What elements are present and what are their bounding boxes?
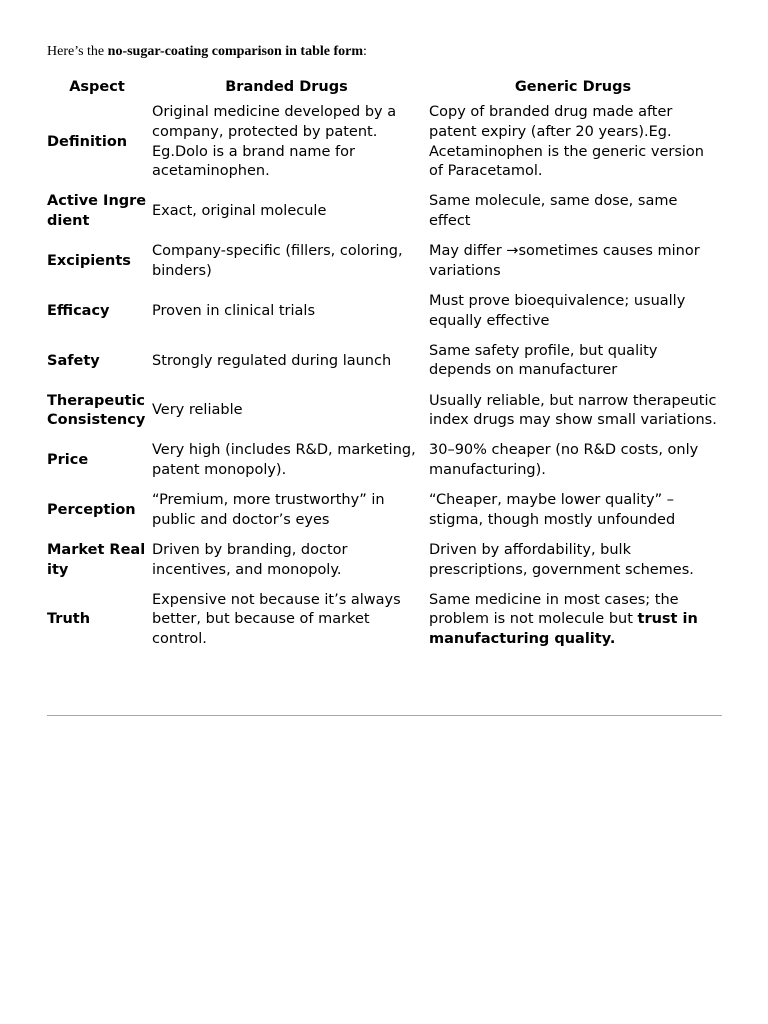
- generic-cell: [426, 536, 722, 586]
- comparison-table: [47, 77, 722, 655]
- aspect-cell: Perception: [47, 501, 136, 518]
- generic-text: Copy of branded drug made after patent expiry (after 20 years).Eg. Acetaminophen is the generic version of Paracetamol.: [429, 104, 704, 180]
- intro-suffix: :: [363, 44, 367, 59]
- aspect-cell: Excipients: [47, 253, 131, 269]
- branded-cell: Company-specific (fillers, coloring, binders): [152, 243, 403, 279]
- branded-cell: Proven in clinical trials: [152, 302, 316, 319]
- branded-cell: Very reliable: [152, 402, 243, 419]
- table-row: [47, 386, 722, 436]
- generic-cell: [426, 337, 722, 387]
- aspect-cell: Definition: [47, 133, 128, 150]
- table-row: [47, 486, 722, 536]
- generic-text: May differ →sometimes causes minor variations: [429, 243, 700, 279]
- aspect-cell: Market Reality: [47, 541, 146, 578]
- intro-text: [47, 42, 367, 62]
- aspect-cell: Active Ingredient: [47, 193, 147, 230]
- generic-bold-text: trust in manufacturing quality.: [429, 611, 698, 648]
- branded-cell: Exact, original molecule: [152, 203, 327, 220]
- generic-text: Same molecule, same dose, same effect: [429, 193, 678, 230]
- generic-cell: [426, 436, 722, 486]
- branded-cell: Original medicine developed by a company, protected by patent. Eg.Dolo is a brand name for acetaminophen.: [152, 104, 397, 180]
- aspect-cell: Efficacy: [47, 302, 110, 319]
- header-row: [47, 77, 722, 98]
- generic-cell: [426, 486, 722, 536]
- generic-text: Usually reliable, but narrow therapeutic index drugs may show small variations.: [429, 392, 717, 429]
- header-aspect: Aspect: [69, 78, 125, 95]
- generic-text: Driven by affordability, bulk prescriptions, government schemes.: [429, 541, 694, 578]
- table-row: [47, 337, 722, 387]
- generic-cell: [426, 585, 722, 654]
- branded-cell: Driven by branding, doctor incentives, and monopoly.: [152, 541, 348, 578]
- table-header: [47, 77, 722, 98]
- table-row: [47, 436, 722, 486]
- table-body: [47, 98, 722, 655]
- header-generic: Generic Drugs: [514, 78, 632, 95]
- generic-cell: [426, 237, 722, 287]
- branded-cell: Very high (includes R&D, marketing, patent monopoly).: [152, 442, 416, 478]
- table-row: [47, 98, 722, 187]
- table-row: [47, 187, 722, 237]
- branded-cell: “Premium, more trustworthy” in public and doctor’s eyes: [152, 492, 385, 528]
- generic-cell: [426, 98, 722, 187]
- aspect-cell: Truth: [47, 611, 91, 628]
- generic-text: Same medicine in most cases; the problem is not molecule but: [429, 591, 679, 628]
- generic-text: Must prove bioequivalence; usually equally effective: [429, 292, 686, 329]
- branded-cell: Expensive not because it’s always better, but because of market control.: [152, 591, 401, 648]
- generic-cell: [426, 287, 722, 337]
- aspect-cell: Price: [47, 452, 89, 469]
- horizontal-rule: [47, 715, 722, 716]
- table-row: [47, 287, 722, 337]
- aspect-cell: Safety: [47, 352, 100, 369]
- table-row: [47, 536, 722, 586]
- table-row: [47, 237, 722, 287]
- generic-cell: [426, 386, 722, 436]
- intro-prefix: Here’s the: [47, 44, 108, 59]
- generic-text: 30–90% cheaper (no R&D costs, only manufacturing).: [429, 442, 699, 478]
- branded-cell: Strongly regulated during launch: [152, 352, 392, 369]
- intro-bold: no-sugar-coating comparison in table form: [107, 44, 364, 59]
- generic-text: Same safety profile, but quality depends on manufacturer: [429, 342, 658, 379]
- aspect-cell: Therapeutic Consistency: [47, 392, 146, 429]
- generic-text: “Cheaper, maybe lower quality” – stigma, though mostly unfounded: [429, 492, 676, 528]
- generic-cell: [426, 187, 722, 237]
- table-row: [47, 585, 722, 654]
- header-branded: Branded Drugs: [225, 78, 348, 95]
